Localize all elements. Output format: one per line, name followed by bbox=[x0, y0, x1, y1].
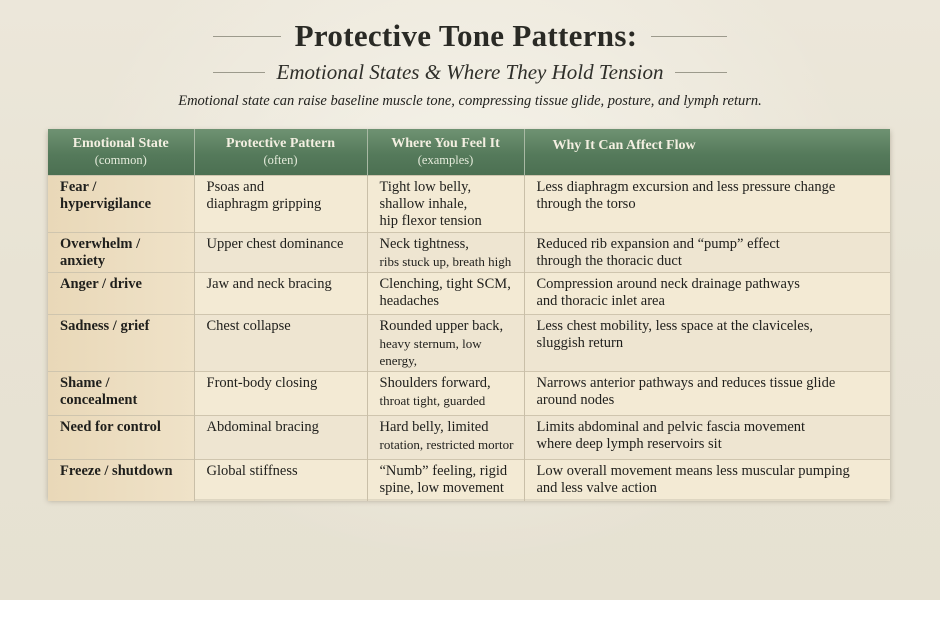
cell-line: Less chest mobility, less space at the claviceles, bbox=[536, 317, 813, 334]
table-cell-why bbox=[524, 272, 890, 314]
table-row bbox=[48, 314, 890, 371]
title-row bbox=[0, 18, 940, 54]
cell-line: Need for control bbox=[60, 418, 161, 435]
cell-line: spine, low movement bbox=[379, 479, 504, 496]
column-header-sub: (examples) bbox=[417, 152, 474, 167]
cell-line: Less diaphragm excursion and less pressure change bbox=[536, 178, 836, 195]
cell-line: Low overall movement means less muscular pumping bbox=[536, 462, 850, 479]
cell-line: Chest collapse bbox=[206, 317, 291, 334]
cell-line: around nodes bbox=[536, 391, 615, 408]
cell-line: Narrows anterior pathways and reduces tissue glide bbox=[536, 374, 836, 391]
cell-line: Sadness / grief bbox=[60, 317, 150, 334]
cell-line: Tight low belly, bbox=[379, 178, 472, 195]
cell-line: Overwhelm / anxiety bbox=[60, 235, 141, 269]
cell-line: throat tight, guarded bbox=[379, 392, 486, 408]
cell-line: heavy sternum, low energy, bbox=[379, 335, 482, 368]
table-cell-state bbox=[48, 175, 194, 232]
cell-line: Shoulders forward, bbox=[379, 374, 491, 391]
cell-line: hip flexor tension bbox=[379, 212, 482, 229]
table-cell-pattern bbox=[194, 175, 367, 232]
table-cell-pattern bbox=[194, 314, 367, 371]
page-title: Protective Tone Patterns: bbox=[294, 18, 638, 53]
table-cell-feel bbox=[367, 232, 524, 272]
cell-line: ribs stuck up, breath high bbox=[379, 253, 512, 269]
column-header-label: Why It Can Affect Flow bbox=[552, 138, 696, 153]
cell-line: Neck tightness, bbox=[379, 235, 469, 252]
column-header-1 bbox=[194, 129, 367, 175]
column-header-sub: (often) bbox=[263, 152, 298, 167]
subtitle-row bbox=[0, 60, 940, 85]
table-cell-state bbox=[48, 459, 194, 501]
cell-line: Reduced rib expansion and “pump” effect bbox=[536, 235, 780, 252]
table-cell-feel bbox=[367, 175, 524, 232]
table-row bbox=[48, 232, 890, 272]
cell-line: Jaw and neck bracing bbox=[206, 275, 332, 292]
cell-line: sluggish return bbox=[536, 334, 624, 351]
cell-line: Shame / concealment bbox=[60, 374, 138, 408]
column-header-sub: (common) bbox=[94, 152, 147, 167]
bottom-band bbox=[0, 600, 940, 626]
table-cell-pattern bbox=[194, 272, 367, 314]
cell-line: and thoracic inlet area bbox=[536, 292, 665, 309]
title-rule-left bbox=[213, 36, 281, 37]
table-cell-why bbox=[524, 459, 890, 501]
table-cell-why bbox=[524, 314, 890, 371]
cell-line: Hard belly, limited bbox=[379, 418, 489, 435]
cell-line: shallow inhale, bbox=[379, 195, 468, 212]
table-row bbox=[48, 272, 890, 314]
column-header-label: Emotional State bbox=[72, 135, 169, 151]
table-cell-pattern bbox=[194, 415, 367, 459]
table-cell-feel bbox=[367, 272, 524, 314]
table-cell-why bbox=[524, 175, 890, 232]
table-row bbox=[48, 371, 890, 415]
cell-line: diaphragm gripping bbox=[206, 195, 322, 212]
cell-line: Clenching, tight SCM, bbox=[379, 275, 511, 292]
cell-line: Global stiffness bbox=[206, 462, 298, 479]
table-cell-feel bbox=[367, 459, 524, 501]
cell-line: Rounded upper back, bbox=[379, 317, 504, 334]
cell-line: Psoas and bbox=[206, 178, 265, 195]
table-cell-why bbox=[524, 415, 890, 459]
column-header-3 bbox=[524, 129, 890, 175]
column-header-label: Protective Pattern bbox=[226, 135, 335, 151]
cell-line: headaches bbox=[379, 292, 440, 309]
table-header-row bbox=[48, 129, 890, 175]
cell-line: through the torso bbox=[536, 195, 636, 212]
cell-line: rotation, restricted mortor bbox=[379, 436, 514, 452]
table-body bbox=[48, 175, 890, 501]
table-row bbox=[48, 459, 890, 501]
table bbox=[48, 129, 890, 501]
page-caption: Emotional state can raise baseline muscle tone, compressing tissue glide, posture, and lymph return. bbox=[178, 93, 762, 109]
table-cell-feel bbox=[367, 314, 524, 371]
cell-line: Upper chest dominance bbox=[206, 235, 344, 252]
cell-line: Anger / drive bbox=[60, 275, 142, 292]
cell-line: Limits abdominal and pelvic fascia movement bbox=[536, 418, 806, 435]
table-cell-pattern bbox=[194, 371, 367, 415]
table-cell-state bbox=[48, 272, 194, 314]
cell-line: Abdominal bracing bbox=[206, 418, 319, 435]
table-cell-feel bbox=[367, 415, 524, 459]
cell-line: where deep lymph reservoirs sit bbox=[536, 435, 722, 452]
tension-table bbox=[48, 129, 890, 499]
cell-line: Front-body closing bbox=[206, 374, 318, 391]
table-cell-state bbox=[48, 371, 194, 415]
subtitle-rule-left bbox=[213, 72, 265, 73]
cell-line: Fear / bbox=[60, 178, 97, 195]
column-header-label: Where You Feel It bbox=[391, 135, 500, 151]
table-cell-state bbox=[48, 232, 194, 272]
header bbox=[0, 18, 940, 110]
table-cell-pattern bbox=[194, 459, 367, 501]
table-row bbox=[48, 415, 890, 459]
table-cell-state bbox=[48, 415, 194, 459]
title-rule-right bbox=[651, 36, 727, 37]
table-cell-feel bbox=[367, 371, 524, 415]
page-subtitle: Emotional States & Where They Hold Tension bbox=[276, 60, 664, 84]
cell-line: hypervigilance bbox=[60, 195, 152, 212]
table-cell-state bbox=[48, 314, 194, 371]
column-header-2 bbox=[367, 129, 524, 175]
table-cell-pattern bbox=[194, 232, 367, 272]
column-header-0 bbox=[48, 129, 194, 175]
table-cell-why bbox=[524, 232, 890, 272]
cell-line: Freeze / shutdown bbox=[60, 462, 173, 479]
cell-line: and less valve action bbox=[536, 479, 657, 496]
cell-line: through the thoracic duct bbox=[536, 252, 682, 269]
table-row bbox=[48, 175, 890, 232]
subtitle-rule-right bbox=[675, 72, 727, 73]
cell-line: “Numb” feeling, rigid bbox=[379, 462, 508, 479]
cell-line: Compression around neck drainage pathways bbox=[536, 275, 800, 292]
table-cell-why bbox=[524, 371, 890, 415]
